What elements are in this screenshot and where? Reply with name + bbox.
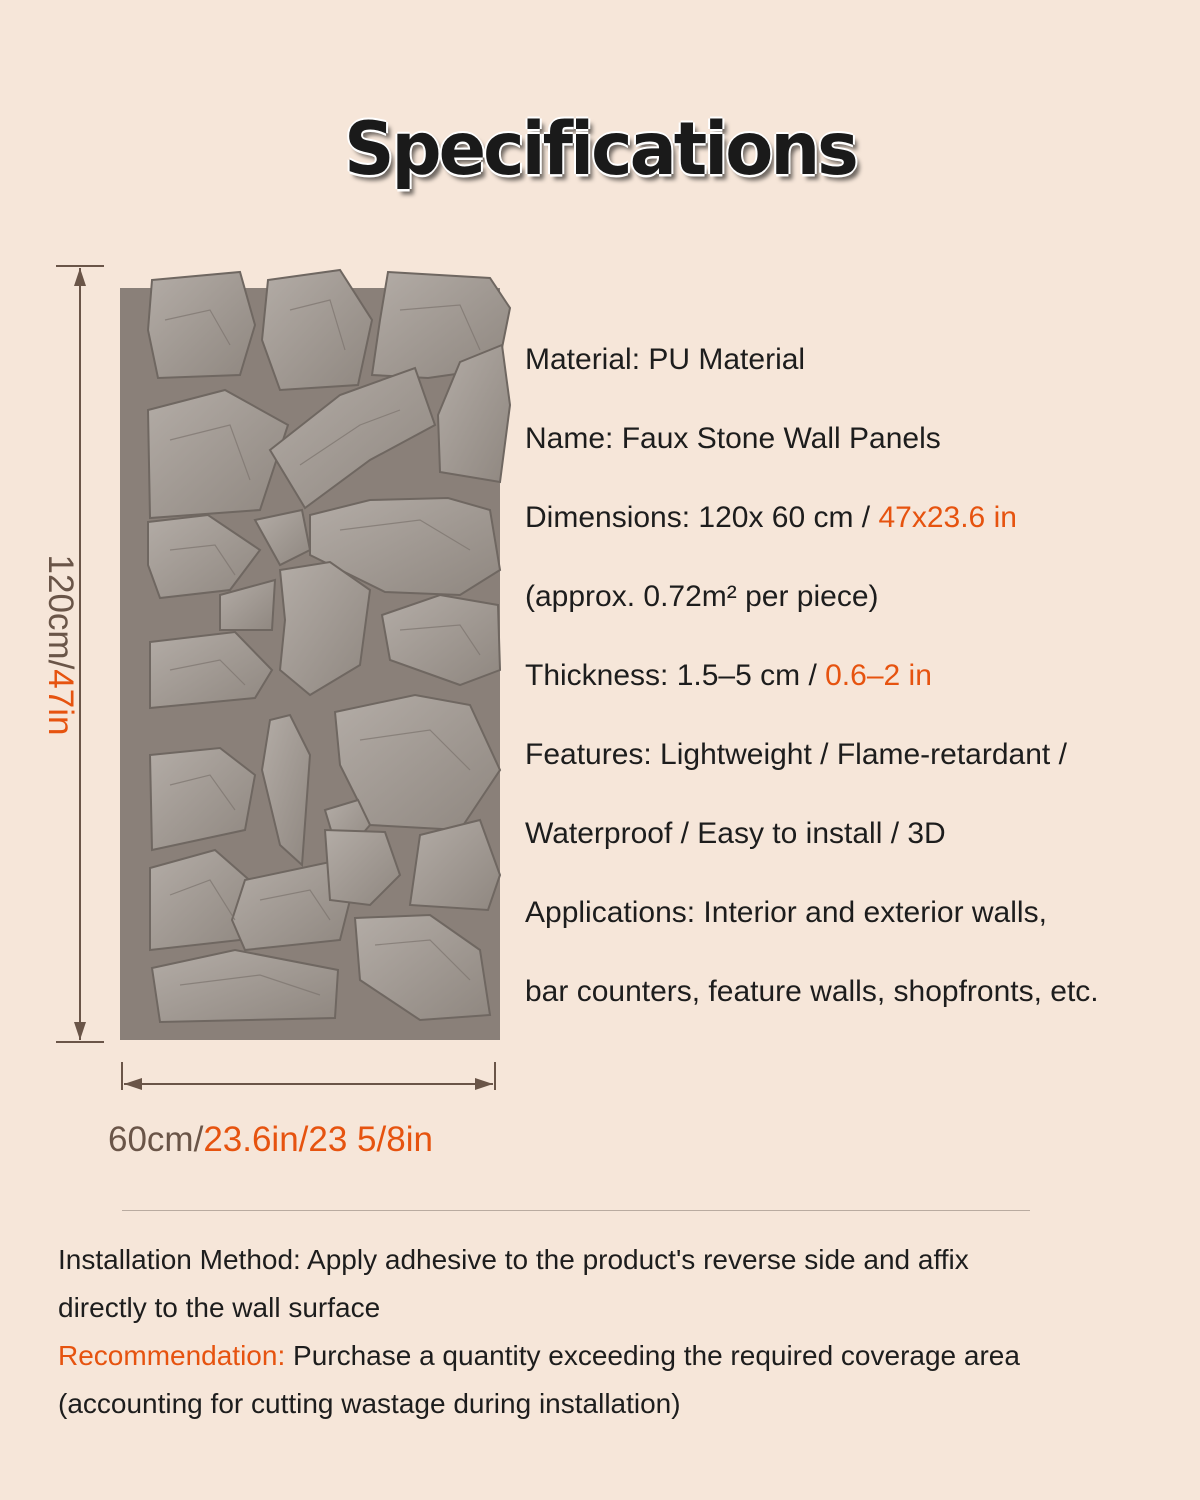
height-label: [40, 445, 80, 845]
spec-thickness: [525, 658, 932, 694]
height-cm: 120cm/: [41, 554, 80, 670]
spec-name: Name: Faux Stone Wall Panels: [525, 422, 941, 455]
recommendation-line2: (accounting for cutting wastage during installation): [58, 1388, 681, 1419]
divider: [122, 1210, 1030, 1211]
recommendation-label: Recommendation:: [58, 1340, 294, 1371]
spec-area-note: (approx. 0.72m² per piece): [525, 580, 879, 613]
recommendation-line1: [58, 1339, 1020, 1373]
spec-applications-line1: Applications: Interior and exterior walls,: [525, 896, 1047, 929]
spec-thickness-cm: Thickness: 1.5–5 cm /: [525, 659, 826, 692]
spec-dimensions-cm: Dimensions: 120x 60 cm /: [525, 501, 879, 534]
installation-line2: directly to the wall surface: [58, 1292, 381, 1323]
width-label: [108, 1120, 433, 1160]
width-cm: 60cm/: [108, 1120, 204, 1159]
height-in: 47in: [41, 669, 80, 736]
spec-applications-line2: bar counters, feature walls, shopfronts, etc.: [525, 975, 1099, 1008]
stone-panel-illustration: [40, 250, 560, 1090]
spec-features-line1: Features: Lightweight / Flame-retardant /: [525, 738, 1067, 771]
installation-line1: Installation Method: Apply adhesive to the product's reverse side and affix: [58, 1244, 969, 1275]
spec-dimensions-in: 47x23.6 in: [878, 501, 1017, 534]
spec-features-line2: Waterproof / Easy to install / 3D: [525, 817, 946, 850]
page-title: Specifications: [344, 105, 856, 193]
width-in: 23.6in/23 5/8in: [203, 1120, 433, 1159]
spec-thickness-in: 0.6–2 in: [825, 659, 932, 692]
spec-dimensions: [525, 500, 1017, 536]
width-dimension-line: [122, 1062, 495, 1090]
spec-material: Material: PU Material: [525, 343, 806, 376]
recommendation-text: Purchase a quantity exceeding the required coverage area: [293, 1340, 1020, 1371]
